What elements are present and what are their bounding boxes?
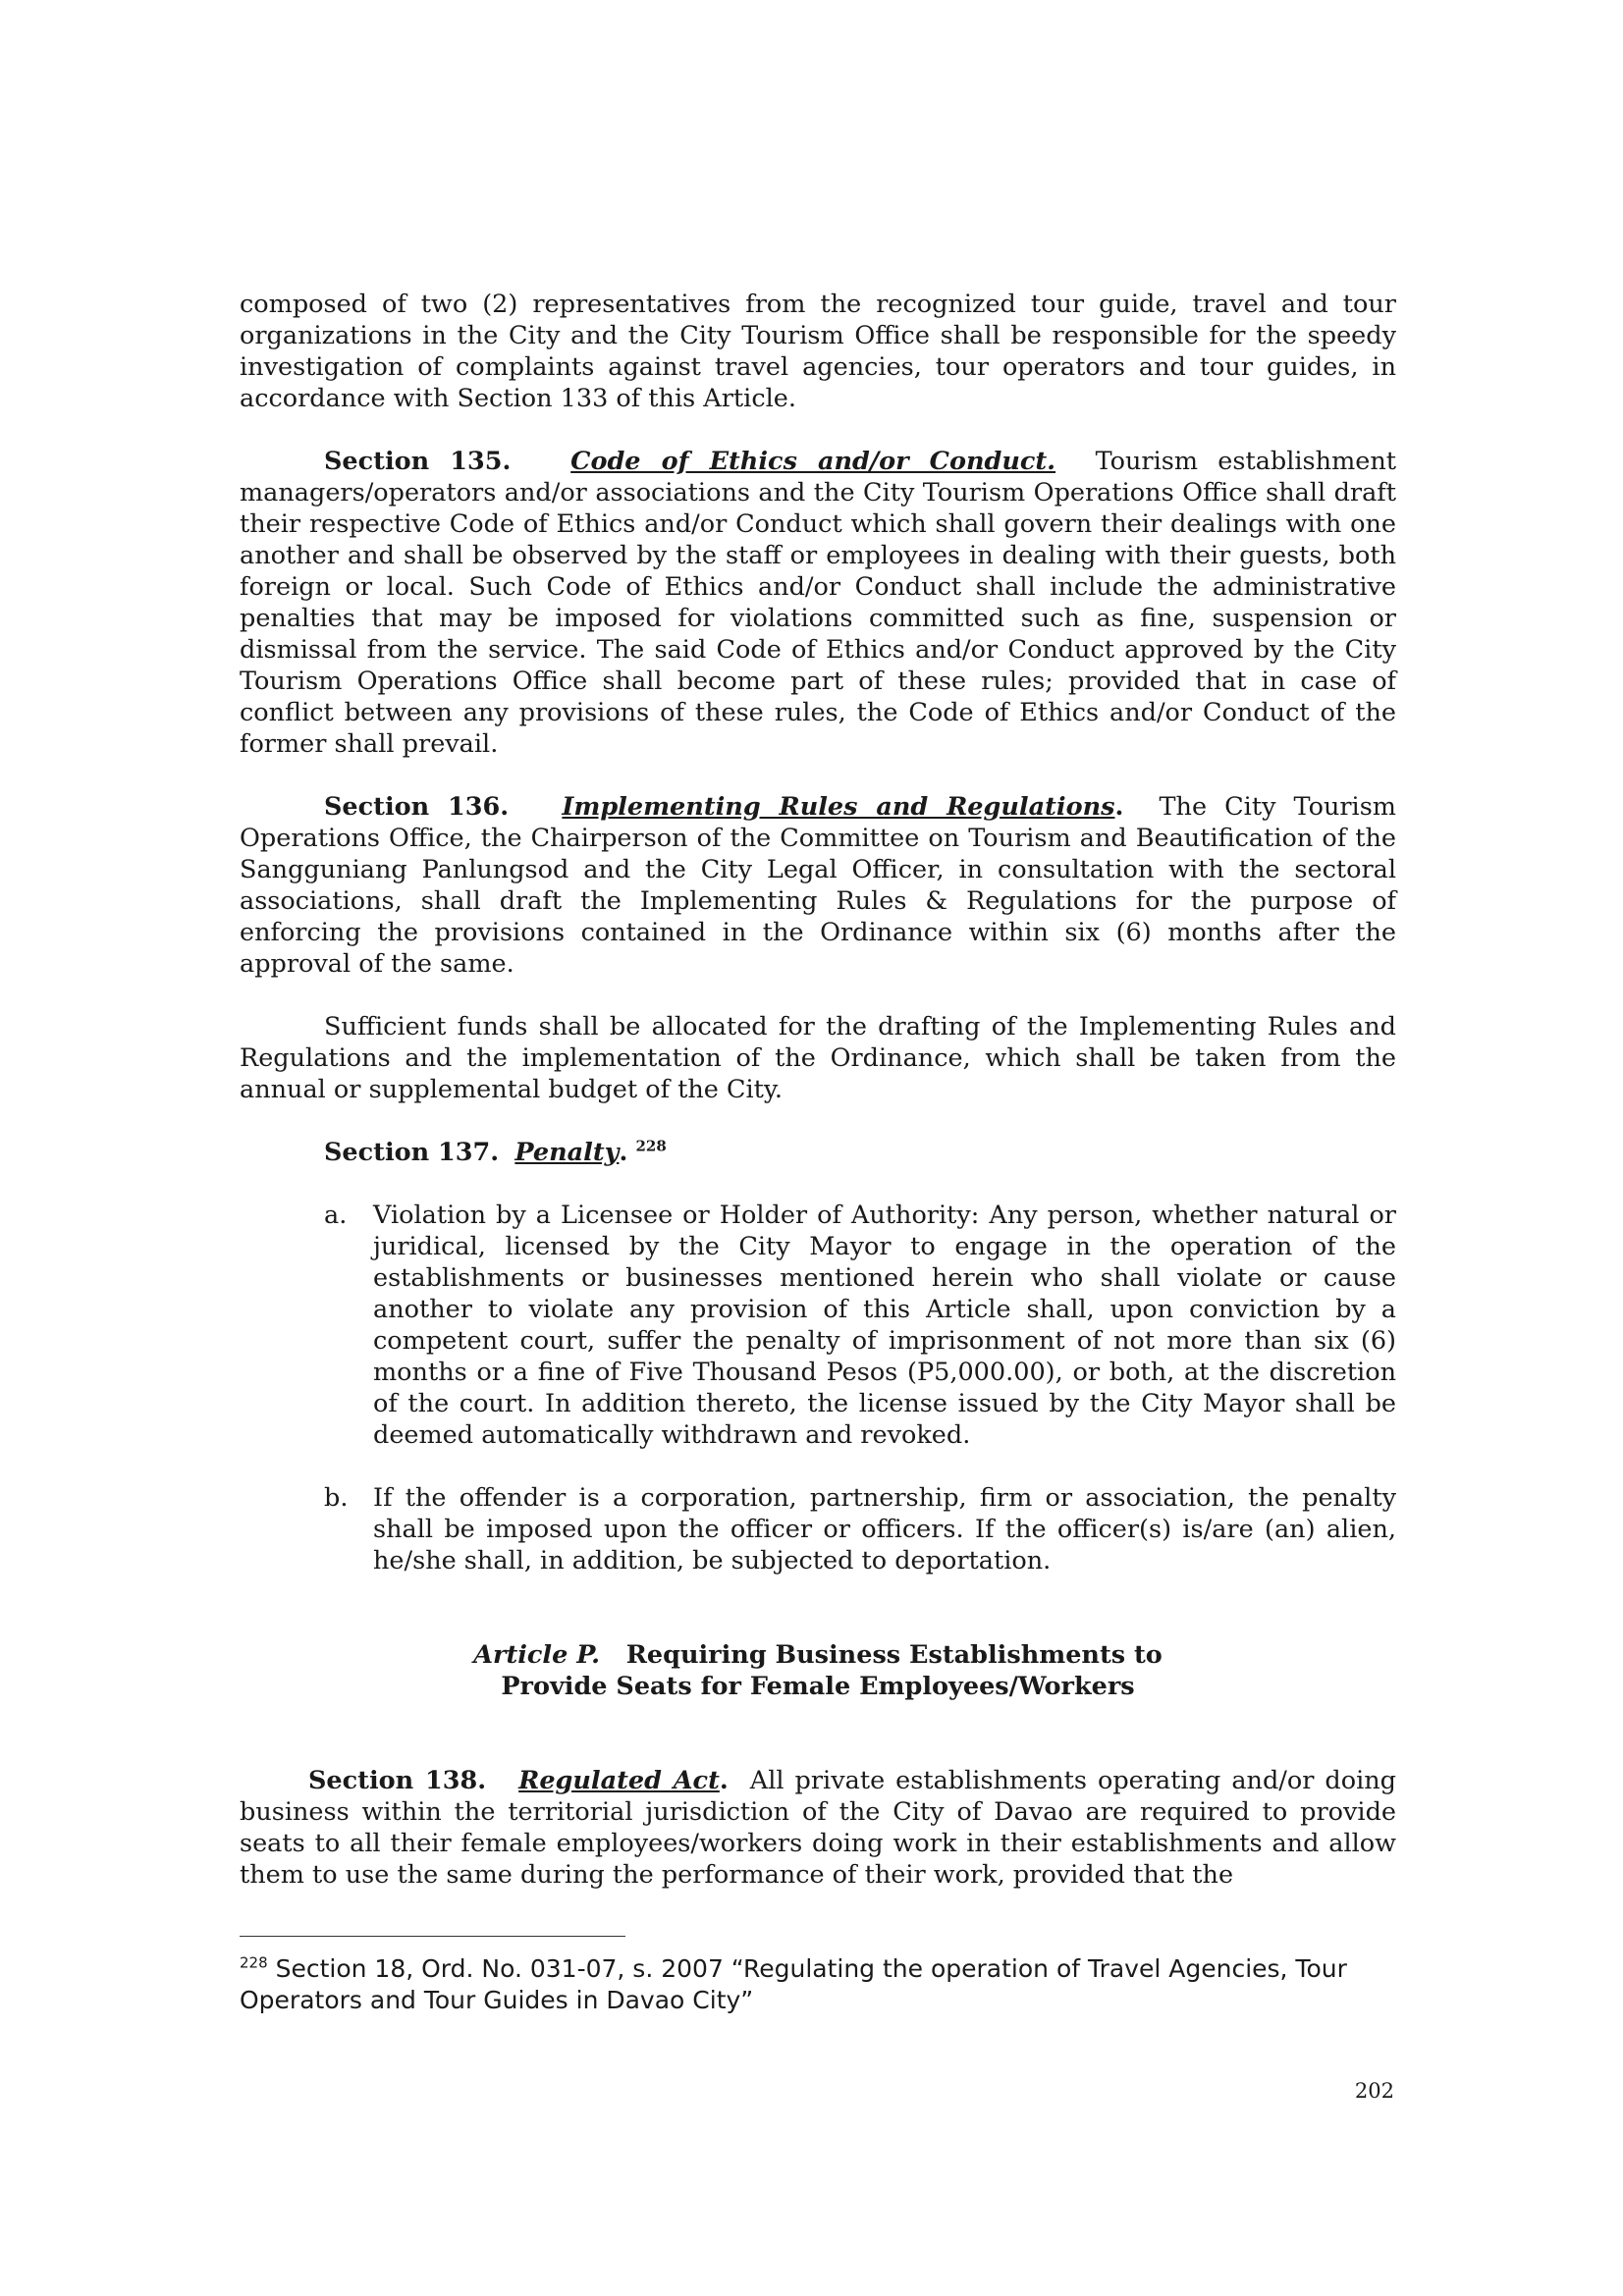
continuation-paragraph: composed of two (2) representatives from the recognized tour guide, travel and tour organizations in the City and the City Tourism Office shall be responsible for the speedy investigation of complaints against travel agencies, tour operators and tour guides, in accordance with Section 133 of this Article. xyxy=(240,290,1396,413)
section-135-title: Code of Ethics and/or Conduct. xyxy=(570,447,1056,476)
section-137-label: Section 137. xyxy=(324,1138,500,1167)
article-p-heading xyxy=(240,1639,1396,1702)
section-138-paragraph xyxy=(240,1765,1396,1891)
section-135-body: Tourism establishment managers/operators and/or associations and the City Tourism Operations Office shall draft their respective Code of Ethics and/or Conduct which shall govern their dealings with one another and shall be observed by the staff or employees in dealing with their guests, both foreign or local. Such Code of Ethics and/or Conduct shall include the administrative penalties that may be imposed for violations committed such as fine, suspension or dismissal from the service. The said Code of Ethics and/or Conduct approved by the City Tourism Operations Office shall become part of these rules; provided that in case of conflict between any provisions of these rules, the Code of Ethics and/or Conduct of the former shall prevail. xyxy=(240,447,1397,759)
footnote-divider xyxy=(240,1936,625,1937)
document-body xyxy=(240,289,1396,1891)
section-137-title: Penalty xyxy=(514,1138,620,1167)
penalty-list xyxy=(240,1200,1396,1576)
section-137-title-end: . xyxy=(619,1138,628,1167)
footnote-number: 228 xyxy=(240,1953,268,1972)
section-138-label: Section 138. xyxy=(308,1766,487,1795)
section-138-body: All private establishments operating and/or doing business within the territorial jurisdiction of the City of Davao are required to provide seats to all their female employees/workers doing work in their establishments and allow them to use the same during the performance of their work, provided that the xyxy=(240,1766,1396,1890)
article-title-line-1: Requiring Business Establishments to xyxy=(625,1640,1163,1670)
section-135-label: Section 135. xyxy=(324,447,512,476)
section-138-title-end: . xyxy=(719,1766,729,1795)
section-137-heading xyxy=(240,1137,1396,1168)
list-marker-b: b. xyxy=(324,1483,349,1513)
section-136-title: Implementing Rules and Regulations xyxy=(562,792,1115,822)
funds-paragraph: Sufficient funds shall be allocated for the drafting of the Implementing Rules and Regulations and the implementation of the Ordinance, which shall be taken from the annual or supplemental budget of the City. xyxy=(240,1012,1396,1104)
section-138-title: Regulated Act xyxy=(518,1766,720,1795)
section-136-body: The City Tourism Operations Office, the Chairperson of the Committee on Tourism and Beautification of the Sangguniang Panlungsod and the City Legal Officer, in consultation with the sectoral associations, shall draft the Implementing Rules & Regulations for the purpose of enforcing the provisions contained in the Ordinance within six (6) months after the approval of the same. xyxy=(240,792,1396,979)
section-136-title-end: . xyxy=(1114,792,1124,822)
list-text-a: Violation by a Licensee or Holder of Authority: Any person, whether natural or juridical, licensed by the City Mayor to engage in the operation of the establishments or businesses mentioned herein who shall violate or cause another to violate any provision of this Article shall, upon conviction by a competent court, suffer the penalty of imprisonment of not more than six (6) months or a fine of Five Thousand Pesos (P5,000.00), or both, at the discretion of the court. In addition thereto, the license issued by the City Mayor shall be deemed automatically withdrawn and revoked. xyxy=(373,1201,1396,1450)
section-135-paragraph xyxy=(240,446,1396,760)
list-item xyxy=(324,1200,1396,1451)
footnote xyxy=(240,1953,1396,2016)
list-item xyxy=(324,1482,1396,1576)
footnote-reference: 228 xyxy=(635,1137,667,1155)
section-136-label: Section 136. xyxy=(324,792,510,822)
page-number: 202 xyxy=(1354,2079,1394,2103)
list-text-b: If the offender is a corporation, partnership, firm or association, the penalty shall be imposed upon the officer or officers. If the officer(s) is/are (an) alien, he/she shall, in addition, be subjected to deportation. xyxy=(373,1483,1396,1575)
section-136-paragraph xyxy=(240,791,1396,980)
article-title-line-2: Provide Seats for Female Employees/Workers xyxy=(501,1672,1135,1701)
footnote-text: Section 18, Ord. No. 031-07, s. 2007 “Regulating the operation of Travel Agencies, Tour Operators and Tour Guides in Davao City” xyxy=(240,1954,1347,2014)
article-heading-line-1 xyxy=(240,1639,1396,1671)
list-marker-a: a. xyxy=(324,1201,348,1230)
article-label: Article P. xyxy=(473,1640,601,1670)
